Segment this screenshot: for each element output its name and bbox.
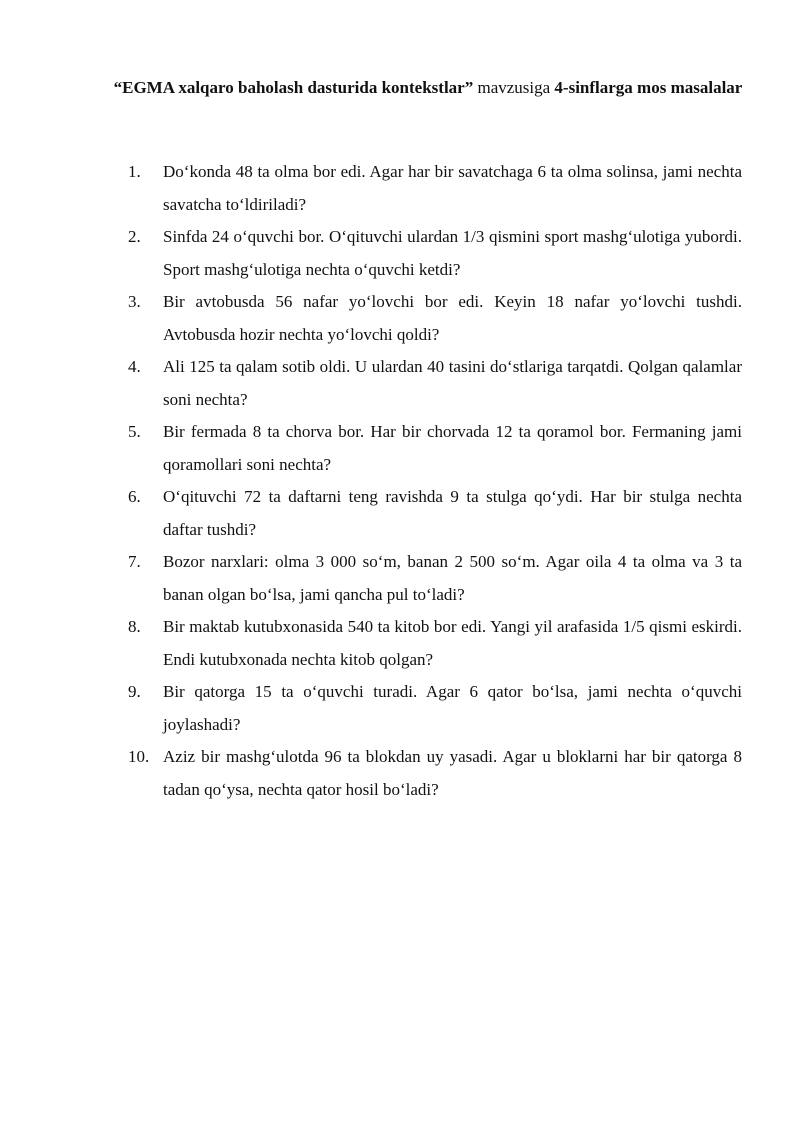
- problem-text: O‘qituvchi 72 ta daftarni teng ravishda 9 ta stulga qo‘ydi. Har bir stulga nechta daftar tushdi?: [163, 487, 742, 539]
- problem-item: [128, 611, 742, 676]
- problem-item: [128, 351, 742, 416]
- problem-text: Bir qatorga 15 ta o‘quvchi turadi. Agar 6 qator bo‘lsa, jami nechta o‘quvchi joylashadi?: [163, 682, 742, 734]
- problem-number: 3.: [128, 292, 141, 311]
- problem-number: 9.: [128, 682, 141, 701]
- problem-item: [128, 416, 742, 481]
- problem-text: Ali 125 ta qalam sotib oldi. U ulardan 40 tasini do‘stlariga tarqatdi. Qolgan qalamlar soni nechta?: [163, 357, 742, 409]
- problem-item: [128, 221, 742, 286]
- problem-text: Bir fermada 8 ta chorva bor. Har bir chorvada 12 ta qoramol bor. Fermaning jami qoramollari soni nechta?: [163, 422, 742, 474]
- problem-item: [128, 286, 742, 351]
- title-grade: 4-sinflarga mos masalalar: [554, 78, 743, 97]
- problem-number: 5.: [128, 422, 141, 441]
- problem-item: [128, 676, 742, 741]
- problem-item: [128, 156, 742, 221]
- title-connector: mavzusiga: [473, 78, 555, 97]
- problem-number: 1.: [128, 162, 141, 181]
- problem-number: 10.: [128, 747, 150, 766]
- problem-number: 2.: [128, 227, 141, 246]
- problem-text: Bir avtobusda 56 nafar yo‘lovchi bor edi. Keyin 18 nafar yo‘lovchi tushdi. Avtobusda hozir nechta yo‘lovchi qoldi?: [163, 292, 742, 344]
- problem-list: [128, 156, 742, 806]
- problem-item: [128, 741, 742, 806]
- problem-number: 8.: [128, 617, 141, 636]
- problem-text: Bir maktab kutubxonasida 540 ta kitob bor edi. Yangi yil arafasida 1/5 qismi eskirdi. Endi kutubxonada nechta kitob qolgan?: [163, 617, 742, 669]
- problem-number: 7.: [128, 552, 141, 571]
- problem-number: 4.: [128, 357, 141, 376]
- problem-text: Bozor narxlari: olma 3 000 so‘m, banan 2 500 so‘m. Agar oila 4 ta olma va 3 ta banan olgan bo‘lsa, jami qancha pul to‘ladi?: [163, 552, 742, 604]
- problem-item: [128, 546, 742, 611]
- title-topic: “EGMA xalqaro baholash dasturida kontekstlar”: [113, 78, 474, 97]
- problem-item: [128, 481, 742, 546]
- problem-number: 6.: [128, 487, 141, 506]
- problem-text: Sinfda 24 o‘quvchi bor. O‘qituvchi ulardan 1/3 qismini sport mashg‘ulotiga yubordi. Sport mashg‘ulotiga nechta o‘quvchi ketdi?: [163, 227, 742, 279]
- problem-text: Aziz bir mashg‘ulotda 96 ta blokdan uy yasadi. Agar u bloklarni har bir qatorga 8 tadan qo‘ysa, nechta qator hosil bo‘ladi?: [163, 747, 742, 799]
- document-title: [100, 72, 756, 104]
- problem-text: Do‘konda 48 ta olma bor edi. Agar har bir savatchaga 6 ta olma solinsa, jami nechta savatcha to‘ldiriladi?: [163, 162, 742, 214]
